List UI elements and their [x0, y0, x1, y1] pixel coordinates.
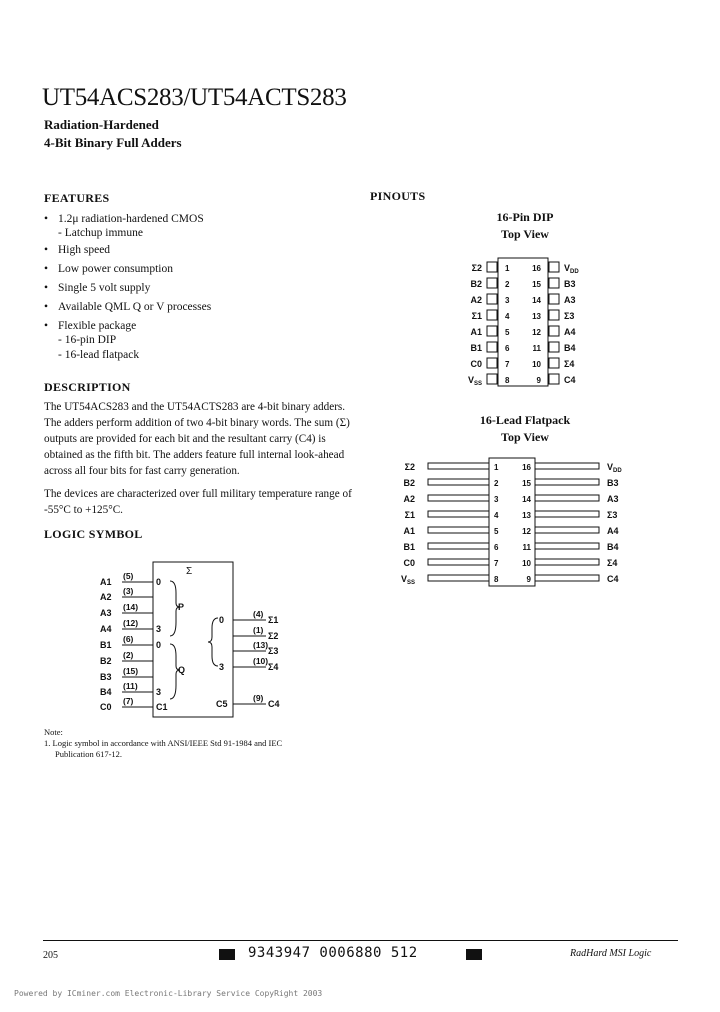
- input-pin-number: (7): [123, 696, 134, 706]
- dip-left-number: 2: [505, 280, 510, 289]
- flatpack-left-number: 8: [494, 575, 499, 584]
- input-pin-number: (6): [123, 634, 134, 644]
- output-pin-number: (4): [253, 609, 264, 619]
- dip-right-pin: [549, 262, 559, 272]
- flatpack-left-lead: [428, 543, 489, 549]
- document-subtitle: [44, 116, 182, 152]
- dip-subtitle: Top View: [501, 227, 549, 241]
- flatpack-left-lead: [428, 495, 489, 501]
- dip-right-label: A4: [564, 327, 576, 337]
- dip-left-pin: [487, 294, 497, 304]
- flatpack-right-lead: [535, 543, 599, 549]
- flatpack-left-lead: [428, 527, 489, 533]
- flatpack-left-number: 4: [494, 511, 499, 520]
- input-name: A4: [100, 624, 112, 634]
- flatpack-left-label: B1: [403, 542, 415, 552]
- dip-right-number: 11: [532, 344, 541, 353]
- input-pin-number: (12): [123, 618, 139, 628]
- description-paragraph-1: The UT54ACS283 and the UT54ACTS283 are 4-bit binary adders. The adders perform addition of two 4-bit binary words. The sum (Σ) outputs are provided for each bit and the resultant carry (C4) is obtained as the fifth bit. The adders feature full internal look-ahead across all four bits for fast carry generation.: [44, 401, 350, 477]
- flatpack-left-lead: [428, 575, 489, 581]
- flatpack-title: 16-Lead Flatpack: [479, 413, 571, 427]
- feature-subitem: - 16-pin DIP: [58, 334, 117, 346]
- flatpack-left-label: B2: [403, 478, 415, 488]
- dip-left-pin: [487, 358, 497, 368]
- flatpack-left-number: 1: [494, 463, 499, 472]
- flatpack-left-number: 7: [494, 559, 499, 568]
- footer-rule: [43, 940, 678, 941]
- output-pin-number: (1): [253, 625, 264, 635]
- flatpack-title-block: [440, 412, 610, 446]
- dip-left-pin: [487, 310, 497, 320]
- flatpack-left-label: $V_{SS}$: [400, 574, 415, 586]
- note-line-2: Publication 617-12.: [55, 749, 123, 759]
- flatpack-left-lead: [428, 479, 489, 485]
- flatpack-right-number: 9: [526, 575, 531, 584]
- feature-item: • High speed: [44, 244, 111, 256]
- flatpack-right-lead: [535, 559, 599, 565]
- dip-right-number: 9: [536, 376, 541, 385]
- flatpack-right-lead: [535, 495, 599, 501]
- dip-left-number: 7: [505, 360, 510, 369]
- dip-package-diagram: [450, 252, 600, 392]
- flatpack-left-lead: [428, 559, 489, 565]
- dip-right-pin: [549, 326, 559, 336]
- dip-right-label: C4: [564, 375, 576, 385]
- flatpack-right-number: 16: [522, 463, 531, 472]
- dip-left-pin: [487, 262, 497, 272]
- flatpack-left-lead: [428, 511, 489, 517]
- feature-item: • 1.2μ radiation-hardened CMOS: [44, 213, 204, 225]
- dip-right-pin: [549, 358, 559, 368]
- dip-right-number: 14: [532, 296, 541, 305]
- logic-symbol-heading: LOGIC SYMBOL: [44, 527, 143, 541]
- subtitle-line-1: Radiation-Hardened: [44, 117, 159, 132]
- barcode-block-right: [466, 949, 482, 960]
- input-name: C0: [100, 702, 112, 712]
- dip-left-number: 3: [505, 296, 510, 305]
- input-pin-number: (3): [123, 586, 134, 596]
- dip-left-number: 4: [505, 312, 510, 321]
- dip-left-number: 1: [505, 264, 510, 273]
- flatpack-right-lead: [535, 527, 599, 533]
- output-index: C5: [216, 699, 228, 709]
- input-pin-number: (5): [123, 571, 134, 581]
- flatpack-right-number: 13: [522, 511, 531, 520]
- flatpack-left-number: 5: [494, 527, 499, 536]
- flatpack-right-label: C4: [607, 574, 619, 584]
- flatpack-left-label: Σ2: [404, 462, 415, 472]
- subtitle-line-2: 4-Bit Binary Full Adders: [44, 135, 182, 150]
- flatpack-right-number: 10: [522, 559, 531, 568]
- input-pin-number: (15): [123, 666, 139, 676]
- flatpack-left-number: 2: [494, 479, 499, 488]
- flatpack-left-label: A2: [403, 494, 415, 504]
- dip-right-number: 15: [532, 280, 541, 289]
- flatpack-right-label: B4: [607, 542, 619, 552]
- input-index: 0: [156, 640, 162, 650]
- barcode-code: 9343947 0006880 512: [248, 945, 418, 961]
- dip-right-pin: [549, 310, 559, 320]
- q-label: Q: [178, 665, 186, 675]
- dip-left-pin: [487, 342, 497, 352]
- input-index: 0: [156, 577, 162, 587]
- flatpack-right-lead: [535, 575, 599, 581]
- dip-left-label: A1: [470, 327, 482, 337]
- dip-title-block: [440, 209, 610, 243]
- dip-right-label: Σ4: [564, 359, 575, 369]
- output-name: Σ1: [268, 615, 279, 625]
- input-name: B3: [100, 672, 112, 682]
- dip-left-label: B2: [470, 279, 482, 289]
- input-pin-number: (14): [123, 602, 139, 612]
- feature-subitem: - Latchup immune: [58, 227, 143, 239]
- flatpack-right-number: 14: [522, 495, 531, 504]
- flatpack-package-diagram: [395, 455, 635, 590]
- pinouts-heading: PINOUTS: [370, 189, 426, 203]
- logic-symbol-diagram: [90, 550, 310, 720]
- flatpack-right-label: B3: [607, 478, 619, 488]
- note-line-1: 1. Logic symbol in accordance with ANSI/IEEE Std 91-1984 and IEC: [44, 738, 283, 748]
- output-name: Σ2: [268, 631, 279, 641]
- flatpack-right-label: Σ3: [607, 510, 618, 520]
- input-name: B4: [100, 687, 112, 697]
- dip-left-pin: [487, 278, 497, 288]
- flatpack-right-label: $V_{DD}$: [607, 462, 622, 474]
- dip-title: 16-Pin DIP: [496, 210, 554, 224]
- output-name: Σ3: [268, 646, 279, 656]
- dip-left-label: Σ1: [471, 311, 482, 321]
- input-index: 3: [156, 624, 162, 634]
- input-name: B2: [100, 656, 112, 666]
- flatpack-right-label: A4: [607, 526, 619, 536]
- dip-left-number: 5: [505, 328, 510, 337]
- feature-item: • Available QML Q or V processes: [44, 301, 212, 313]
- flatpack-right-number: 12: [522, 527, 531, 536]
- input-index: 3: [156, 687, 162, 697]
- features-list: [44, 210, 344, 363]
- output-name: C4: [268, 699, 280, 709]
- dip-right-pin: [549, 374, 559, 384]
- flatpack-left-number: 3: [494, 495, 499, 504]
- output-name: Σ4: [268, 662, 279, 672]
- description-paragraph-2: The devices are characterized over full military temperature range of -55°C to +125°C.: [44, 488, 352, 516]
- dip-left-label: A2: [470, 295, 482, 305]
- feature-item: • Flexible package: [44, 320, 137, 332]
- dip-right-number: 13: [532, 312, 541, 321]
- feature-item: • Single 5 volt supply: [44, 282, 151, 294]
- output-pin-number: (10): [253, 656, 269, 666]
- note: [44, 727, 282, 760]
- flatpack-right-number: 11: [522, 543, 531, 552]
- dip-right-number: 12: [532, 328, 541, 337]
- flatpack-left-label: A1: [403, 526, 415, 536]
- input-name: A1: [100, 577, 112, 587]
- p-label: P: [178, 602, 185, 612]
- dip-right-number: 10: [532, 360, 541, 369]
- page-number: 205: [43, 950, 58, 961]
- features-heading: FEATURES: [44, 191, 110, 205]
- feature-subitem: - 16-lead flatpack: [58, 349, 140, 361]
- dip-right-label: B3: [564, 279, 576, 289]
- flatpack-left-label: C0: [403, 558, 415, 568]
- dip-left-label: Σ2: [471, 263, 482, 273]
- dip-right-label: B4: [564, 343, 576, 353]
- output-index: 3: [219, 662, 225, 672]
- output-index: 0: [219, 615, 225, 625]
- description-heading: DESCRIPTION: [44, 380, 131, 394]
- dip-right-pin: [549, 294, 559, 304]
- powered-by: Powered by ICminer.com Electronic-Library Service CopyRight 2003: [14, 989, 323, 998]
- flatpack-right-lead: [535, 511, 599, 517]
- dip-left-pin: [487, 374, 497, 384]
- flatpack-right-label: A3: [607, 494, 619, 504]
- dip-right-pin: [549, 278, 559, 288]
- adder-block: [153, 562, 233, 717]
- output-pin-number: (9): [253, 693, 264, 703]
- dip-left-label: $V_{SS}$: [467, 375, 482, 387]
- flatpack-right-lead: [535, 479, 599, 485]
- flatpack-left-label: Σ1: [404, 510, 415, 520]
- output-pin-number: (13): [253, 640, 269, 650]
- dip-right-pin: [549, 342, 559, 352]
- sigma-symbol: Σ: [186, 566, 193, 577]
- dip-left-number: 8: [505, 376, 510, 385]
- input-name: A3: [100, 608, 112, 618]
- sigma-group-brace: [208, 618, 218, 666]
- input-name: B1: [100, 640, 112, 650]
- dip-left-pin: [487, 326, 497, 336]
- flatpack-left-number: 6: [494, 543, 499, 552]
- dip-right-label: $V_{DD}$: [564, 263, 579, 275]
- feature-item: • Low power consumption: [44, 263, 173, 275]
- barcode-block-left: [219, 949, 235, 960]
- dip-left-label: B1: [470, 343, 482, 353]
- note-heading: Note:: [44, 727, 63, 737]
- flatpack-subtitle: Top View: [501, 430, 549, 444]
- document-title: UT54ACS283/UT54ACTS283: [42, 84, 347, 111]
- input-name: A2: [100, 592, 112, 602]
- flatpack-left-lead: [428, 463, 489, 469]
- dip-right-number: 16: [532, 264, 541, 273]
- flatpack-right-number: 15: [522, 479, 531, 488]
- dip-right-label: A3: [564, 295, 576, 305]
- flatpack-right-lead: [535, 463, 599, 469]
- dip-left-label: C0: [470, 359, 482, 369]
- dip-right-label: Σ3: [564, 311, 575, 321]
- flatpack-right-label: Σ4: [607, 558, 618, 568]
- input-index: C1: [156, 702, 168, 712]
- input-pin-number: (2): [123, 650, 134, 660]
- dip-left-number: 6: [505, 344, 510, 353]
- brand-footer: RadHard MSI Logic: [570, 948, 652, 959]
- input-pin-number: (11): [123, 681, 138, 691]
